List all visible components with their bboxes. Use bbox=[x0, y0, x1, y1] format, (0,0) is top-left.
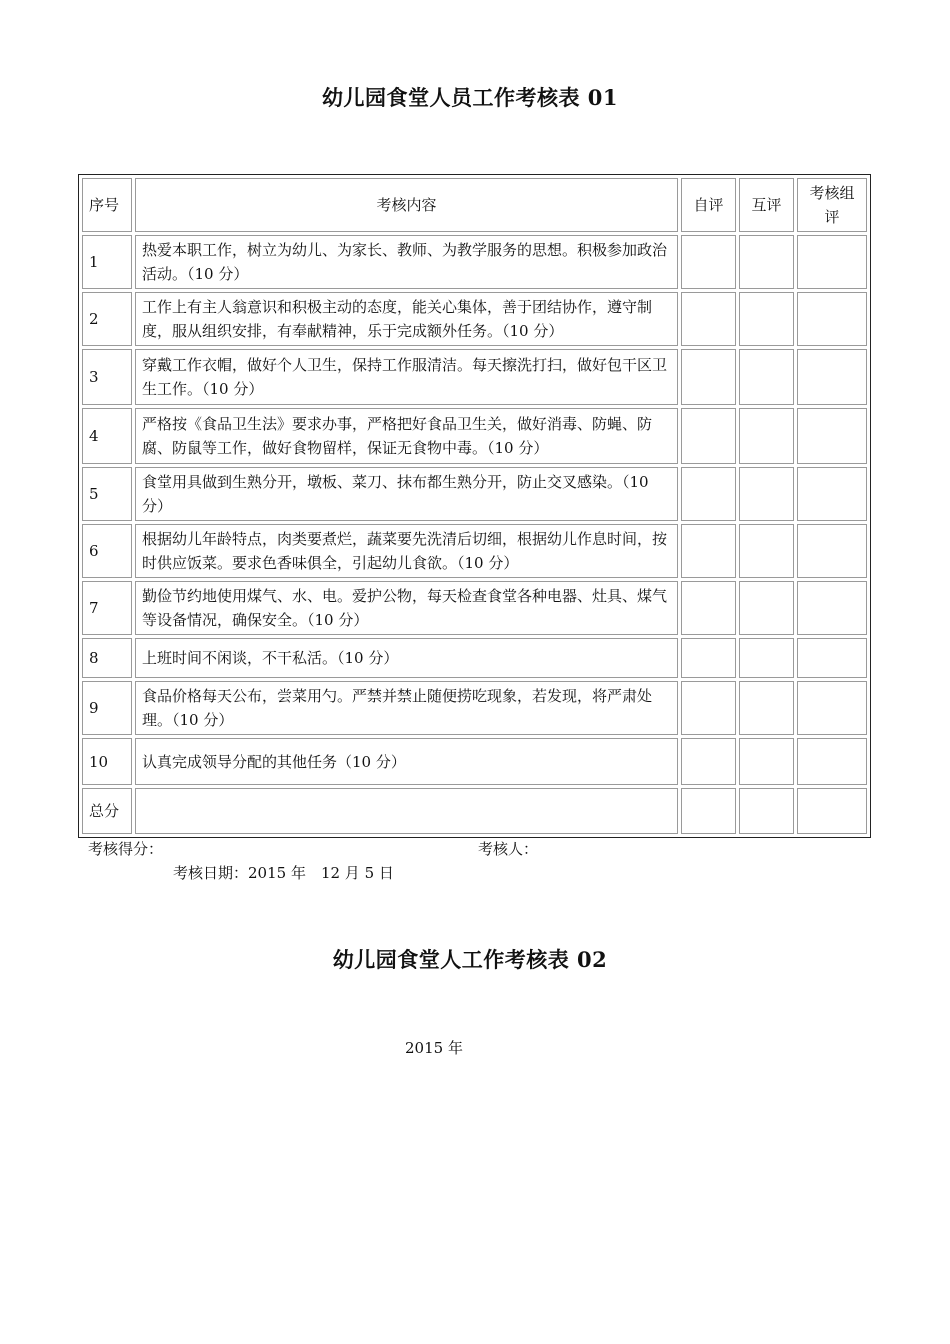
row-content: 勤俭节约地使用煤气、水、电。爱护公物，每天检查食堂各种电器、灶具、煤气等设备情况，确保安全。（10 分） bbox=[135, 581, 678, 635]
row-number: 4 bbox=[82, 408, 132, 464]
row-number: 10 bbox=[82, 738, 132, 785]
row-number: 8 bbox=[82, 638, 132, 678]
header-self: 自评 bbox=[681, 178, 736, 232]
table-row bbox=[82, 235, 867, 289]
group-score-cell[interactable] bbox=[797, 349, 867, 405]
mutual-score-cell[interactable] bbox=[739, 349, 794, 405]
group-score-cell[interactable] bbox=[797, 581, 867, 635]
page-title-01: 幼儿园食堂人员工作考核表 01 bbox=[321, 85, 619, 110]
mutual-score-cell[interactable] bbox=[739, 638, 794, 678]
assessment-date: 考核日期：2015 年 12 月 5 日 bbox=[173, 864, 394, 882]
table-header-row bbox=[82, 178, 867, 232]
mutual-score-cell[interactable] bbox=[739, 235, 794, 289]
table-row bbox=[82, 638, 867, 678]
row-number: 1 bbox=[82, 235, 132, 289]
self-score-cell[interactable] bbox=[681, 638, 736, 678]
page-title-02: 幼儿园食堂人工作考核表 02 bbox=[332, 947, 608, 972]
group-score-cell[interactable] bbox=[797, 681, 867, 735]
self-score-cell[interactable] bbox=[681, 349, 736, 405]
total-row bbox=[82, 788, 867, 834]
header-content: 考核内容 bbox=[135, 178, 678, 232]
row-number: 5 bbox=[82, 467, 132, 521]
self-score-cell[interactable] bbox=[681, 738, 736, 785]
table-row bbox=[82, 467, 867, 521]
table-row bbox=[82, 581, 867, 635]
row-content: 食堂用具做到生熟分开，墩板、菜刀、抹布都生熟分开，防止交叉感染。（10分） bbox=[135, 467, 678, 521]
total-content-cell[interactable] bbox=[135, 788, 678, 834]
row-content: 认真完成领导分配的其他任务（10 分） bbox=[135, 738, 678, 785]
mutual-score-cell[interactable] bbox=[739, 681, 794, 735]
mutual-score-cell[interactable] bbox=[739, 738, 794, 785]
self-score-cell[interactable] bbox=[681, 292, 736, 346]
self-score-cell[interactable] bbox=[681, 524, 736, 578]
self-score-cell[interactable] bbox=[681, 681, 736, 735]
mutual-score-cell[interactable] bbox=[739, 467, 794, 521]
table-row bbox=[82, 408, 867, 464]
assessor-label: 考核人： bbox=[478, 840, 539, 858]
row-content: 工作上有主人翁意识和积极主动的态度，能关心集体，善于团结协作，遵守制度，服从组织安排，有奉献精神，乐于完成额外任务。（10 分） bbox=[135, 292, 678, 346]
group-score-cell[interactable] bbox=[797, 524, 867, 578]
total-self-cell[interactable] bbox=[681, 788, 736, 834]
row-content: 严格按《食品卫生法》要求办事，严格把好食品卫生关，做好消毒、防蝇、防腐、防鼠等工作，做好食物留样，保证无食物中毒。（10 分） bbox=[135, 408, 678, 464]
group-score-cell[interactable] bbox=[797, 408, 867, 464]
self-score-cell[interactable] bbox=[681, 235, 736, 289]
group-score-cell[interactable] bbox=[797, 235, 867, 289]
total-mutual-cell[interactable] bbox=[739, 788, 794, 834]
assessment-table bbox=[78, 174, 871, 838]
table-row bbox=[82, 524, 867, 578]
mutual-score-cell[interactable] bbox=[739, 292, 794, 346]
header-num: 序号 bbox=[82, 178, 132, 232]
row-number: 2 bbox=[82, 292, 132, 346]
table-row bbox=[82, 738, 867, 785]
group-score-cell[interactable] bbox=[797, 638, 867, 678]
table-row bbox=[82, 292, 867, 346]
row-number: 7 bbox=[82, 581, 132, 635]
row-content: 食品价格每天公布，尝菜用勺。严禁并禁止随便捞吃现象，若发现，将严肃处理。（10 分） bbox=[135, 681, 678, 735]
row-number: 3 bbox=[82, 349, 132, 405]
header-group: 考核组评 bbox=[797, 178, 867, 232]
total-group-cell[interactable] bbox=[797, 788, 867, 834]
total-label: 总分 bbox=[82, 788, 132, 834]
row-content: 穿戴工作衣帽，做好个人卫生，保持工作服清洁。每天擦洗打扫，做好包干区卫生工作。（10 分） bbox=[135, 349, 678, 405]
year-text: 2015 年 bbox=[405, 1039, 463, 1057]
row-content: 上班时间不闲谈，不干私活。（10 分） bbox=[135, 638, 678, 678]
self-score-cell[interactable] bbox=[681, 408, 736, 464]
table-row bbox=[82, 349, 867, 405]
group-score-cell[interactable] bbox=[797, 292, 867, 346]
row-content: 热爱本职工作，树立为幼儿、为家长、教师、为教学服务的思想。积极参加政治活动。（10 分） bbox=[135, 235, 678, 289]
mutual-score-cell[interactable] bbox=[739, 408, 794, 464]
group-score-cell[interactable] bbox=[797, 738, 867, 785]
table-row bbox=[82, 681, 867, 735]
score-label: 考核得分： bbox=[88, 840, 164, 858]
row-number: 9 bbox=[82, 681, 132, 735]
mutual-score-cell[interactable] bbox=[739, 581, 794, 635]
group-score-cell[interactable] bbox=[797, 467, 867, 521]
row-content: 根据幼儿年龄特点，肉类要煮烂，蔬菜要先洗清后切细，根据幼儿作息时间，按时供应饭菜。要求色香味俱全，引起幼儿食欲。（10 分） bbox=[135, 524, 678, 578]
row-number: 6 bbox=[82, 524, 132, 578]
mutual-score-cell[interactable] bbox=[739, 524, 794, 578]
self-score-cell[interactable] bbox=[681, 467, 736, 521]
self-score-cell[interactable] bbox=[681, 581, 736, 635]
header-mutual: 互评 bbox=[739, 178, 794, 232]
